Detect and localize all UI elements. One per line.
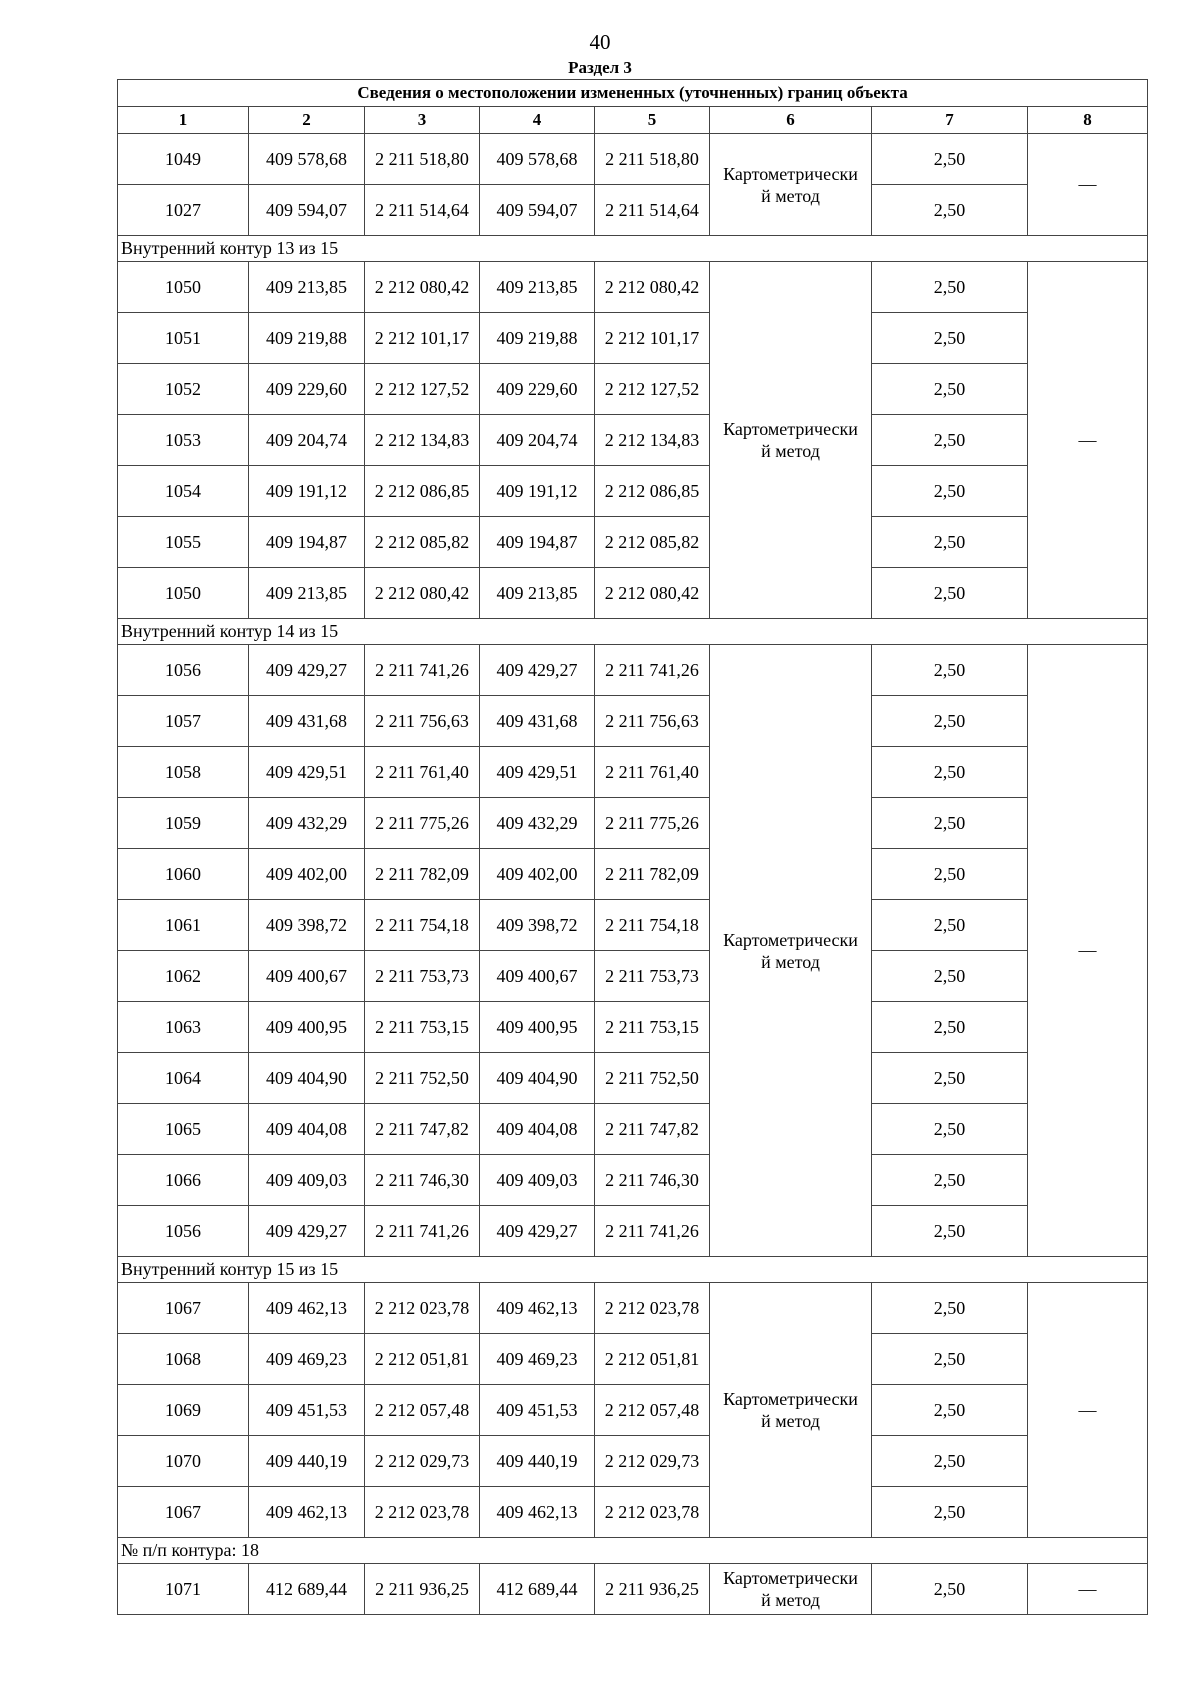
x-old-cell: 409 213,85 [249,262,365,313]
x-new-cell: 409 400,67 [480,951,595,1002]
x-old-cell: 409 219,88 [249,313,365,364]
accuracy-cell: 2,50 [872,185,1028,236]
x-old-cell: 409 400,67 [249,951,365,1002]
table-row [118,568,1148,619]
x-new-cell: 409 432,29 [480,798,595,849]
table-row [118,517,1148,568]
point-number-cell: 1053 [118,415,249,466]
x-old-cell: 409 229,60 [249,364,365,415]
x-old-cell: 409 429,27 [249,645,365,696]
accuracy-cell: 2,50 [872,900,1028,951]
y-old-cell: 2 211 761,40 [365,747,480,798]
x-new-cell: 409 398,72 [480,900,595,951]
x-old-cell: 409 462,13 [249,1487,365,1538]
table-row [118,313,1148,364]
y-new-cell: 2 212 086,85 [595,466,710,517]
point-number-cell: 1069 [118,1385,249,1436]
table-row [118,466,1148,517]
point-number-cell: 1065 [118,1104,249,1155]
x-new-cell: 409 404,08 [480,1104,595,1155]
contour-header-row [118,1538,1148,1564]
x-new-cell: 409 213,85 [480,262,595,313]
x-old-cell: 409 204,74 [249,415,365,466]
y-new-cell: 2 212 134,83 [595,415,710,466]
accuracy-cell: 2,50 [872,1104,1028,1155]
x-new-cell: 409 404,90 [480,1053,595,1104]
table-row [118,1002,1148,1053]
accuracy-cell: 2,50 [872,645,1028,696]
accuracy-cell: 2,50 [872,1002,1028,1053]
contour-header-row [118,236,1148,262]
x-old-cell: 409 404,08 [249,1104,365,1155]
point-number-cell: 1054 [118,466,249,517]
method-cell: Картометрически й метод [710,1564,872,1615]
column-number-7: 7 [872,107,1028,134]
table-row [118,1206,1148,1257]
column-number-2: 2 [249,107,365,134]
column-number-8: 8 [1028,107,1148,134]
table-row [118,364,1148,415]
y-new-cell: 2 212 023,78 [595,1283,710,1334]
x-new-cell: 409 213,85 [480,568,595,619]
accuracy-cell: 2,50 [872,134,1028,185]
y-new-cell: 2 211 752,50 [595,1053,710,1104]
y-old-cell: 2 211 754,18 [365,900,480,951]
y-new-cell: 2 211 761,40 [595,747,710,798]
x-old-cell: 409 440,19 [249,1436,365,1487]
column-number-row [118,107,1148,134]
y-new-cell: 2 211 775,26 [595,798,710,849]
y-old-cell: 2 211 518,80 [365,134,480,185]
table-row [118,134,1148,185]
column-8-cell: — [1028,262,1148,619]
x-new-cell: 412 689,44 [480,1564,595,1615]
y-old-cell: 2 212 051,81 [365,1334,480,1385]
x-new-cell: 409 440,19 [480,1436,595,1487]
x-old-cell: 409 429,51 [249,747,365,798]
accuracy-cell: 2,50 [872,951,1028,1002]
x-new-cell: 409 469,23 [480,1334,595,1385]
accuracy-cell: 2,50 [872,466,1028,517]
x-old-cell: 409 398,72 [249,900,365,951]
accuracy-cell: 2,50 [872,798,1028,849]
y-old-cell: 2 211 746,30 [365,1155,480,1206]
y-old-cell: 2 211 753,73 [365,951,480,1002]
x-new-cell: 409 429,51 [480,747,595,798]
table-row [118,798,1148,849]
table-row [118,1053,1148,1104]
accuracy-cell: 2,50 [872,313,1028,364]
y-new-cell: 2 212 085,82 [595,517,710,568]
method-cell: Картометрически й метод [710,134,872,236]
accuracy-cell: 2,50 [872,1436,1028,1487]
y-old-cell: 2 211 752,50 [365,1053,480,1104]
x-old-cell: 409 594,07 [249,185,365,236]
x-new-cell: 409 204,74 [480,415,595,466]
table-row [118,1564,1148,1615]
y-new-cell: 2 211 754,18 [595,900,710,951]
accuracy-cell: 2,50 [872,364,1028,415]
point-number-cell: 1061 [118,900,249,951]
x-new-cell: 409 462,13 [480,1487,595,1538]
x-old-cell: 412 689,44 [249,1564,365,1615]
x-old-cell: 409 404,90 [249,1053,365,1104]
y-old-cell: 2 212 134,83 [365,415,480,466]
y-new-cell: 2 211 514,64 [595,185,710,236]
x-old-cell: 409 451,53 [249,1385,365,1436]
x-new-cell: 409 451,53 [480,1385,595,1436]
x-old-cell: 409 431,68 [249,696,365,747]
y-old-cell: 2 212 057,48 [365,1385,480,1436]
column-number-1: 1 [118,107,249,134]
point-number-cell: 1052 [118,364,249,415]
y-new-cell: 2 211 936,25 [595,1564,710,1615]
y-old-cell: 2 211 936,25 [365,1564,480,1615]
y-new-cell: 2 211 746,30 [595,1155,710,1206]
table-row [118,849,1148,900]
y-old-cell: 2 211 741,26 [365,645,480,696]
point-number-cell: 1071 [118,1564,249,1615]
point-number-cell: 1049 [118,134,249,185]
y-old-cell: 2 211 741,26 [365,1206,480,1257]
boundary-table [117,79,1148,1615]
y-old-cell: 2 212 127,52 [365,364,480,415]
table-title-row [118,80,1148,107]
y-old-cell: 2 211 747,82 [365,1104,480,1155]
method-cell: Картометрически й метод [710,645,872,1257]
point-number-cell: 1056 [118,1206,249,1257]
x-new-cell: 409 409,03 [480,1155,595,1206]
column-8-cell: — [1028,1283,1148,1538]
x-old-cell: 409 429,27 [249,1206,365,1257]
table-row [118,1487,1148,1538]
y-new-cell: 2 211 753,15 [595,1002,710,1053]
table-row [118,415,1148,466]
y-old-cell: 2 212 029,73 [365,1436,480,1487]
y-old-cell: 2 211 782,09 [365,849,480,900]
column-number-3: 3 [365,107,480,134]
x-new-cell: 409 194,87 [480,517,595,568]
y-old-cell: 2 212 080,42 [365,568,480,619]
y-old-cell: 2 212 085,82 [365,517,480,568]
accuracy-cell: 2,50 [872,1155,1028,1206]
y-old-cell: 2 212 080,42 [365,262,480,313]
y-old-cell: 2 212 023,78 [365,1487,480,1538]
x-new-cell: 409 429,27 [480,1206,595,1257]
y-new-cell: 2 212 029,73 [595,1436,710,1487]
accuracy-cell: 2,50 [872,415,1028,466]
y-old-cell: 2 212 023,78 [365,1283,480,1334]
y-new-cell: 2 212 101,17 [595,313,710,364]
accuracy-cell: 2,50 [872,517,1028,568]
accuracy-cell: 2,50 [872,747,1028,798]
y-new-cell: 2 212 080,42 [595,568,710,619]
table-row [118,185,1148,236]
x-old-cell: 409 409,03 [249,1155,365,1206]
point-number-cell: 1062 [118,951,249,1002]
method-cell: Картометрически й метод [710,262,872,619]
y-new-cell: 2 212 023,78 [595,1487,710,1538]
column-8-cell: — [1028,645,1148,1257]
x-old-cell: 409 469,23 [249,1334,365,1385]
accuracy-cell: 2,50 [872,262,1028,313]
table-row [118,1283,1148,1334]
accuracy-cell: 2,50 [872,1053,1028,1104]
page-number: 40 [589,30,611,54]
y-old-cell: 2 211 775,26 [365,798,480,849]
x-new-cell: 409 429,27 [480,645,595,696]
point-number-cell: 1060 [118,849,249,900]
x-old-cell: 409 432,29 [249,798,365,849]
point-number-cell: 1064 [118,1053,249,1104]
method-cell: Картометрически й метод [710,1283,872,1538]
point-number-cell: 1063 [118,1002,249,1053]
accuracy-cell: 2,50 [872,849,1028,900]
column-number-5: 5 [595,107,710,134]
x-old-cell: 409 194,87 [249,517,365,568]
column-8-cell: — [1028,134,1148,236]
accuracy-cell: 2,50 [872,1283,1028,1334]
x-new-cell: 409 431,68 [480,696,595,747]
contour-label: Внутренний контур 13 из 15 [118,236,1148,262]
contour-label: Внутренний контур 15 из 15 [118,1257,1148,1283]
accuracy-cell: 2,50 [872,1334,1028,1385]
section-title: Раздел 3 [568,58,632,77]
accuracy-cell: 2,50 [872,1487,1028,1538]
x-new-cell: 409 402,00 [480,849,595,900]
contour-header-row [118,619,1148,645]
point-number-cell: 1050 [118,568,249,619]
y-new-cell: 2 211 741,26 [595,645,710,696]
point-number-cell: 1051 [118,313,249,364]
x-new-cell: 409 400,95 [480,1002,595,1053]
y-new-cell: 2 212 080,42 [595,262,710,313]
y-new-cell: 2 211 747,82 [595,1104,710,1155]
y-new-cell: 2 211 753,73 [595,951,710,1002]
table-row [118,1155,1148,1206]
x-new-cell: 409 578,68 [480,134,595,185]
contour-label: № п/п контура: 18 [118,1538,1148,1564]
point-number-cell: 1050 [118,262,249,313]
contour-header-row [118,1257,1148,1283]
point-number-cell: 1070 [118,1436,249,1487]
point-number-cell: 1058 [118,747,249,798]
table-row [118,696,1148,747]
point-number-cell: 1059 [118,798,249,849]
point-number-cell: 1067 [118,1283,249,1334]
y-old-cell: 2 211 514,64 [365,185,480,236]
x-old-cell: 409 462,13 [249,1283,365,1334]
x-old-cell: 409 402,00 [249,849,365,900]
x-old-cell: 409 400,95 [249,1002,365,1053]
x-new-cell: 409 219,88 [480,313,595,364]
accuracy-cell: 2,50 [872,1206,1028,1257]
x-old-cell: 409 213,85 [249,568,365,619]
column-number-6: 6 [710,107,872,134]
table-row [118,1334,1148,1385]
accuracy-cell: 2,50 [872,1564,1028,1615]
y-new-cell: 2 212 127,52 [595,364,710,415]
x-new-cell: 409 462,13 [480,1283,595,1334]
accuracy-cell: 2,50 [872,696,1028,747]
x-old-cell: 409 578,68 [249,134,365,185]
accuracy-cell: 2,50 [872,1385,1028,1436]
point-number-cell: 1067 [118,1487,249,1538]
table-row [118,1436,1148,1487]
y-new-cell: 2 211 518,80 [595,134,710,185]
point-number-cell: 1056 [118,645,249,696]
table-row [118,1104,1148,1155]
y-new-cell: 2 212 051,81 [595,1334,710,1385]
x-old-cell: 409 191,12 [249,466,365,517]
x-new-cell: 409 229,60 [480,364,595,415]
table-title: Сведения о местоположении измененных (уточненных) границ объекта [118,80,1148,107]
column-8-cell: — [1028,1564,1148,1615]
point-number-cell: 1068 [118,1334,249,1385]
y-old-cell: 2 211 753,15 [365,1002,480,1053]
y-old-cell: 2 211 756,63 [365,696,480,747]
column-number-4: 4 [480,107,595,134]
y-old-cell: 2 212 086,85 [365,466,480,517]
y-new-cell: 2 211 756,63 [595,696,710,747]
contour-label: Внутренний контур 14 из 15 [118,619,1148,645]
y-new-cell: 2 212 057,48 [595,1385,710,1436]
table-row [118,262,1148,313]
x-new-cell: 409 594,07 [480,185,595,236]
table-row [118,747,1148,798]
table-row [118,1385,1148,1436]
point-number-cell: 1066 [118,1155,249,1206]
y-new-cell: 2 211 741,26 [595,1206,710,1257]
point-number-cell: 1055 [118,517,249,568]
y-new-cell: 2 211 782,09 [595,849,710,900]
table-row [118,951,1148,1002]
point-number-cell: 1027 [118,185,249,236]
table-row [118,900,1148,951]
accuracy-cell: 2,50 [872,568,1028,619]
point-number-cell: 1057 [118,696,249,747]
y-old-cell: 2 212 101,17 [365,313,480,364]
x-new-cell: 409 191,12 [480,466,595,517]
table-row [118,645,1148,696]
